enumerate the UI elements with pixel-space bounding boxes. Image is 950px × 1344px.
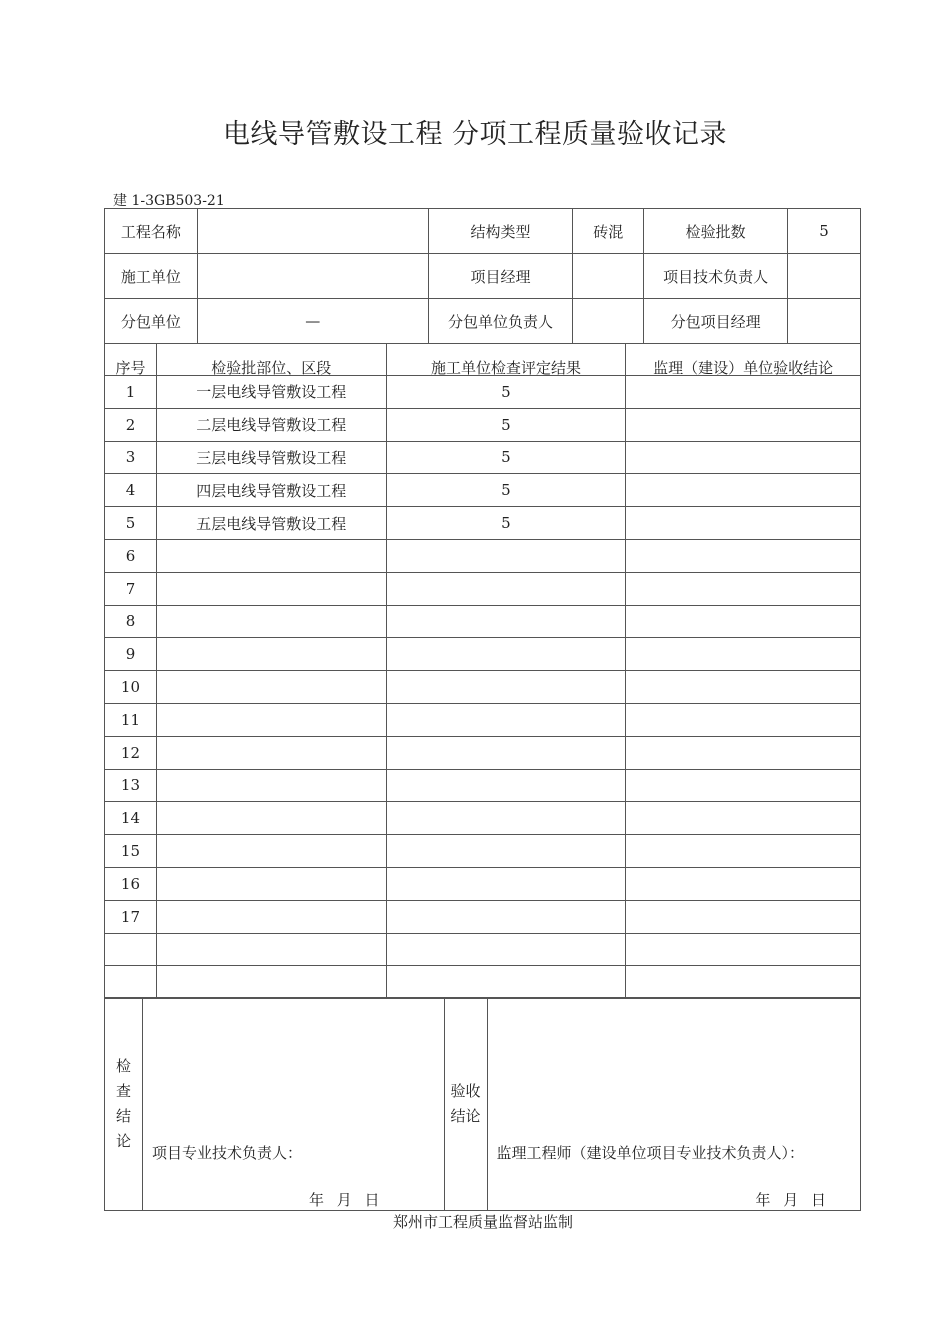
project-name-label: 工程名称	[105, 209, 198, 254]
project-name-value[interactable]	[197, 209, 428, 254]
row-conclusion[interactable]	[626, 802, 861, 835]
table-row	[105, 802, 861, 835]
row-conclusion[interactable]	[626, 769, 861, 802]
table-row	[105, 933, 861, 966]
row-part[interactable]	[156, 769, 386, 802]
row-conclusion[interactable]	[626, 638, 861, 671]
row-number: 10	[105, 671, 157, 704]
table-row	[105, 671, 861, 704]
row-part[interactable]	[156, 736, 386, 769]
inspection-conclusion-label	[105, 998, 143, 1211]
row-conclusion[interactable]	[626, 835, 861, 868]
row-conclusion[interactable]	[626, 966, 861, 999]
acceptance-conclusion-area[interactable]	[487, 998, 861, 1211]
row-conclusion[interactable]	[626, 736, 861, 769]
row-result[interactable]	[386, 572, 626, 605]
contractor-value[interactable]	[197, 254, 428, 299]
table-row	[105, 900, 861, 933]
table-row	[105, 736, 861, 769]
inspection-label-char: 检	[115, 1057, 131, 1075]
col-header-no: 序号	[105, 344, 157, 376]
row-part[interactable]	[156, 671, 386, 704]
row-result[interactable]: 5	[386, 441, 626, 474]
row-result[interactable]	[386, 867, 626, 900]
table-row	[105, 638, 861, 671]
row-number: 15	[105, 835, 157, 868]
row-conclusion[interactable]	[626, 671, 861, 704]
row-number: 16	[105, 867, 157, 900]
row-number: 13	[105, 769, 157, 802]
row-number: 5	[105, 507, 157, 540]
row-result[interactable]: 5	[386, 376, 626, 409]
inspection-conclusion-area[interactable]	[142, 998, 444, 1211]
row-part[interactable]	[156, 966, 386, 999]
batch-count-value[interactable]: 5	[788, 209, 861, 254]
row-result[interactable]	[386, 736, 626, 769]
tech-lead-label: 项目技术负责人	[644, 254, 788, 299]
project-info-table	[104, 208, 861, 344]
structure-type-label: 结构类型	[428, 209, 573, 254]
signature-table	[104, 997, 861, 1211]
row-result[interactable]: 5	[386, 474, 626, 507]
inspection-signer-label: 项目专业技术负责人：	[151, 1144, 302, 1162]
sub-pm-label: 分包项目经理	[644, 299, 788, 344]
row-number: 2	[105, 408, 157, 441]
row-part[interactable]: 三层电线导管敷设工程	[156, 441, 386, 474]
table-row	[105, 441, 861, 474]
row-conclusion[interactable]	[626, 572, 861, 605]
row-conclusion[interactable]	[626, 408, 861, 441]
acceptance-label-line: 结论	[450, 1107, 481, 1125]
row-number: 8	[105, 605, 157, 638]
table-row	[105, 703, 861, 736]
row-conclusion[interactable]	[626, 474, 861, 507]
row-result[interactable]	[386, 638, 626, 671]
row-result[interactable]: 5	[386, 507, 626, 540]
row-part[interactable]	[156, 638, 386, 671]
row-number	[105, 966, 157, 999]
row-part[interactable]: 二层电线导管敷设工程	[156, 408, 386, 441]
batch-count-label: 检验批数	[644, 209, 788, 254]
inspection-batch-table	[104, 343, 861, 999]
table-row	[105, 507, 861, 540]
subcontractor-value[interactable]: —	[197, 299, 428, 344]
row-part[interactable]: 五层电线导管敷设工程	[156, 507, 386, 540]
row-part[interactable]: 四层电线导管敷设工程	[156, 474, 386, 507]
row-result[interactable]	[386, 966, 626, 999]
row-part[interactable]	[156, 835, 386, 868]
table-row	[105, 408, 861, 441]
row-conclusion[interactable]	[626, 507, 861, 540]
row-part[interactable]	[156, 572, 386, 605]
project-manager-label: 项目经理	[428, 254, 573, 299]
row-number: 14	[105, 802, 157, 835]
row-number: 17	[105, 900, 157, 933]
inspection-date: 年 月 日	[309, 1191, 384, 1209]
row-number: 1	[105, 376, 157, 409]
inspection-label-char: 查	[115, 1082, 131, 1100]
row-conclusion[interactable]	[626, 900, 861, 933]
row-result[interactable]	[386, 703, 626, 736]
row-conclusion[interactable]	[626, 867, 861, 900]
row-conclusion[interactable]	[626, 441, 861, 474]
row-part[interactable]	[156, 933, 386, 966]
page-title: 电线导管敷设工程 分项工程质量验收记录	[222, 119, 728, 150]
row-part[interactable]: 一层电线导管敷设工程	[156, 376, 386, 409]
row-part[interactable]	[156, 703, 386, 736]
row-result[interactable]	[386, 539, 626, 572]
inspection-label-char: 论	[115, 1132, 131, 1150]
row-part[interactable]	[156, 539, 386, 572]
row-conclusion[interactable]	[626, 703, 861, 736]
row-result[interactable]	[386, 835, 626, 868]
table-row	[105, 867, 861, 900]
col-header-result: 施工单位检查评定结果	[386, 344, 626, 376]
acceptance-signer-label: 监理工程师（建设单位项目专业技术负责人）：	[496, 1144, 805, 1162]
tech-lead-value[interactable]	[788, 254, 861, 299]
subcontractor-label: 分包单位	[105, 299, 198, 344]
project-manager-value[interactable]	[573, 254, 644, 299]
table-row	[105, 474, 861, 507]
row-result[interactable]	[386, 900, 626, 933]
acceptance-date: 年 月 日	[755, 1191, 830, 1209]
table-row	[105, 835, 861, 868]
table-row	[105, 376, 861, 409]
row-number: 7	[105, 572, 157, 605]
col-header-conclusion: 监理（建设）单位验收结论	[626, 344, 861, 376]
row-number: 9	[105, 638, 157, 671]
row-conclusion[interactable]	[626, 933, 861, 966]
table-row	[105, 605, 861, 638]
row-number: 3	[105, 441, 157, 474]
row-result[interactable]	[386, 605, 626, 638]
acceptance-conclusion-label	[444, 998, 487, 1211]
sub-pm-value[interactable]	[788, 299, 861, 344]
row-number: 6	[105, 539, 157, 572]
row-conclusion[interactable]	[626, 605, 861, 638]
footer-issuer: 郑州市工程质量监督站监制	[392, 1213, 573, 1231]
table-row	[105, 572, 861, 605]
row-number: 11	[105, 703, 157, 736]
row-conclusion[interactable]	[626, 376, 861, 409]
row-number	[105, 933, 157, 966]
sub-lead-label: 分包单位负责人	[428, 299, 573, 344]
row-part[interactable]	[156, 867, 386, 900]
table-row	[105, 769, 861, 802]
row-result[interactable]	[386, 933, 626, 966]
inspection-label-char: 结	[115, 1107, 131, 1125]
row-number: 4	[105, 474, 157, 507]
row-conclusion[interactable]	[626, 539, 861, 572]
row-result[interactable]: 5	[386, 408, 626, 441]
structure-type-value[interactable]: 砖混	[573, 209, 644, 254]
table-row	[105, 539, 861, 572]
acceptance-label-line: 验收	[450, 1082, 481, 1100]
row-result[interactable]	[386, 769, 626, 802]
row-result[interactable]	[386, 671, 626, 704]
table-row	[105, 966, 861, 999]
row-result[interactable]	[386, 802, 626, 835]
col-header-part: 检验批部位、区段	[156, 344, 386, 376]
form-code: 建 1-3GB503-21	[113, 193, 225, 209]
row-part[interactable]	[156, 605, 386, 638]
row-part[interactable]	[156, 900, 386, 933]
row-number: 12	[105, 736, 157, 769]
row-part[interactable]	[156, 802, 386, 835]
contractor-label: 施工单位	[105, 254, 198, 299]
sub-lead-value[interactable]	[573, 299, 644, 344]
